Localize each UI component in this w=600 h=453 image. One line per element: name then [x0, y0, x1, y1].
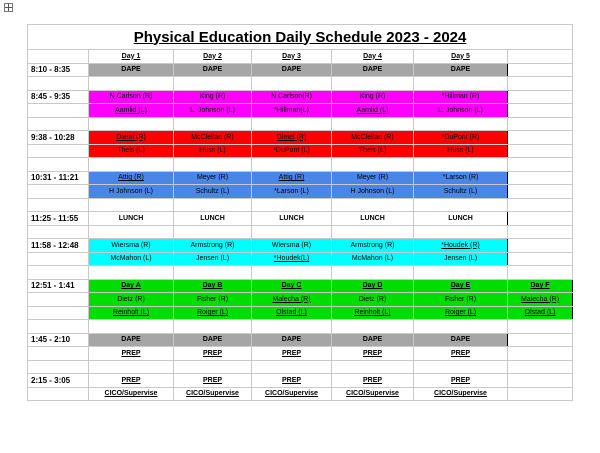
- class-cell: DAPE: [252, 63, 332, 77]
- schedule-row: [28, 185, 573, 199]
- class-cell: PREP: [252, 347, 332, 361]
- class-cell: *Hillman(L): [252, 104, 332, 118]
- class-cell: PREP: [332, 347, 414, 361]
- class-cell: *Houdek(L): [252, 252, 332, 266]
- class-cell: N Carlson (R): [89, 90, 174, 104]
- table-move-handle[interactable]: [4, 3, 13, 12]
- schedule-row: [28, 293, 573, 307]
- spacer-row: [28, 198, 573, 212]
- class-cell: Malecha (R): [252, 293, 332, 307]
- class-cell: DAPE: [174, 63, 252, 77]
- class-cell: Dietz (R): [89, 293, 174, 307]
- time-slot: 2:15 - 3:05: [28, 374, 89, 388]
- class-cell: Roiger (L): [414, 306, 508, 320]
- schedule-row: [28, 90, 573, 104]
- class-cell: McMahon (L): [89, 252, 174, 266]
- class-cell: Schultz (L): [174, 185, 252, 199]
- class-cell: Aamlid (L): [89, 104, 174, 118]
- class-cell: *Houdek (R): [414, 239, 508, 253]
- class-cell: Aamlid (L): [332, 104, 414, 118]
- class-cell: Meyer (R): [332, 171, 414, 185]
- spacer-row: [28, 266, 573, 280]
- spacer-row: [28, 117, 573, 131]
- class-cell: PREP: [252, 374, 332, 388]
- class-cell: CICO/Supervise: [174, 387, 252, 401]
- class-cell: King (R): [332, 90, 414, 104]
- class-cell: McClellan (R): [174, 131, 252, 145]
- day-header-row: [28, 50, 573, 64]
- day-header: Day 5: [414, 50, 508, 64]
- schedule-row: [28, 279, 573, 293]
- time-slot: 9:38 - 10:28: [28, 131, 89, 145]
- class-cell: Attig (R): [252, 171, 332, 185]
- class-cell: Jensen (L): [414, 252, 508, 266]
- class-cell: Jensen (L): [174, 252, 252, 266]
- day-header: Day 4: [332, 50, 414, 64]
- class-cell: PREP: [174, 347, 252, 361]
- class-cell: PREP: [89, 374, 174, 388]
- class-cell: *Hillman (R): [414, 90, 508, 104]
- class-cell: L. Johnson (L): [414, 104, 508, 118]
- class-cell: Schultz (L): [414, 185, 508, 199]
- class-cell: Dietel (R): [89, 131, 174, 145]
- class-cell: Day F: [508, 279, 573, 293]
- class-cell: LUNCH: [89, 212, 174, 226]
- class-cell: DAPE: [252, 333, 332, 347]
- page-title: Physical Education Daily Schedule 2023 - 2024: [28, 25, 573, 50]
- class-cell: Theis (L): [332, 144, 414, 158]
- time-slot: 11:25 - 11:55: [28, 212, 89, 226]
- class-cell: LUNCH: [332, 212, 414, 226]
- class-cell: King (R): [174, 90, 252, 104]
- class-cell: *DuPont (L): [252, 144, 332, 158]
- class-cell: Roiger (L): [174, 306, 252, 320]
- class-cell: PREP: [414, 347, 508, 361]
- class-cell: CICO/Supervise: [252, 387, 332, 401]
- class-cell: McMahon (L): [332, 252, 414, 266]
- class-cell: L. Johnson (L): [174, 104, 252, 118]
- class-cell: PREP: [414, 374, 508, 388]
- schedule-table: [27, 24, 573, 401]
- schedule-row: [28, 104, 573, 118]
- class-cell: Day C: [252, 279, 332, 293]
- class-cell: H Johnson (L): [89, 185, 174, 199]
- class-cell: *Larson (R): [414, 171, 508, 185]
- class-cell: CICO/Supervise: [89, 387, 174, 401]
- class-cell: Meyer (R): [174, 171, 252, 185]
- time-slot: 11:58 - 12:48: [28, 239, 89, 253]
- spacer-row: [28, 360, 573, 374]
- class-cell: DAPE: [89, 63, 174, 77]
- schedule-row: [28, 347, 573, 361]
- schedule-row: [28, 252, 573, 266]
- class-cell: Dietel (R): [252, 131, 332, 145]
- class-cell: Attig (R): [89, 171, 174, 185]
- class-cell: DAPE: [414, 333, 508, 347]
- class-cell: PREP: [174, 374, 252, 388]
- schedule-row: [28, 63, 573, 77]
- class-cell: Olstad (L): [508, 306, 573, 320]
- class-cell: N Carlson(R): [252, 90, 332, 104]
- day-header: Day 3: [252, 50, 332, 64]
- class-cell: Day A: [89, 279, 174, 293]
- time-slot: 12:51 - 1:41: [28, 279, 89, 293]
- class-cell: Fisher (R): [414, 293, 508, 307]
- schedule-row: [28, 333, 573, 347]
- class-cell: Armstrong (R): [332, 239, 414, 253]
- spacer-row: [28, 77, 573, 91]
- class-cell: Day E: [414, 279, 508, 293]
- class-cell: Wiersma (R): [89, 239, 174, 253]
- time-slot: 10:31 - 11:21: [28, 171, 89, 185]
- class-cell: Fisher (R): [174, 293, 252, 307]
- class-cell: McClellan (R): [332, 131, 414, 145]
- class-cell: Day D: [332, 279, 414, 293]
- class-cell: Reinholt (L): [332, 306, 414, 320]
- class-cell: PREP: [89, 347, 174, 361]
- time-slot: 8:10 - 8:35: [28, 63, 89, 77]
- time-slot: 8:45 - 9:35: [28, 90, 89, 104]
- class-cell: CICO/Supervise: [414, 387, 508, 401]
- class-cell: Armstrong (R): [174, 239, 252, 253]
- class-cell: LUNCH: [252, 212, 332, 226]
- schedule-row: [28, 239, 573, 253]
- class-cell: Dietz (R): [332, 293, 414, 307]
- class-cell: Theis (L): [89, 144, 174, 158]
- schedule-row: [28, 131, 573, 145]
- schedule-row: [28, 387, 573, 401]
- spacer-row: [28, 320, 573, 334]
- class-cell: Huss (L): [174, 144, 252, 158]
- class-cell: Reinholt (L): [89, 306, 174, 320]
- class-cell: *Larson (L): [252, 185, 332, 199]
- spacer-row: [28, 225, 573, 239]
- schedule-row: [28, 306, 573, 320]
- class-cell: H Johnson (L): [332, 185, 414, 199]
- schedule-row: [28, 374, 573, 388]
- class-cell: Malecha (R): [508, 293, 573, 307]
- class-cell: CICO/Supervise: [332, 387, 414, 401]
- class-cell: Olstad (L): [252, 306, 332, 320]
- class-cell: DAPE: [89, 333, 174, 347]
- schedule-row: [28, 144, 573, 158]
- day-header: Day 2: [174, 50, 252, 64]
- day-header: Day 1: [89, 50, 174, 64]
- schedule-row: [28, 171, 573, 185]
- class-cell: LUNCH: [414, 212, 508, 226]
- class-cell: DAPE: [414, 63, 508, 77]
- class-cell: DAPE: [332, 63, 414, 77]
- class-cell: PREP: [332, 374, 414, 388]
- class-cell: DAPE: [332, 333, 414, 347]
- class-cell: Day B: [174, 279, 252, 293]
- class-cell: *DuPont (R): [414, 131, 508, 145]
- class-cell: Wiersma (R): [252, 239, 332, 253]
- class-cell: Huss (L): [414, 144, 508, 158]
- schedule-row: [28, 212, 573, 226]
- class-cell: LUNCH: [174, 212, 252, 226]
- class-cell: DAPE: [174, 333, 252, 347]
- time-slot: 1:45 - 2:10: [28, 333, 89, 347]
- spacer-row: [28, 158, 573, 172]
